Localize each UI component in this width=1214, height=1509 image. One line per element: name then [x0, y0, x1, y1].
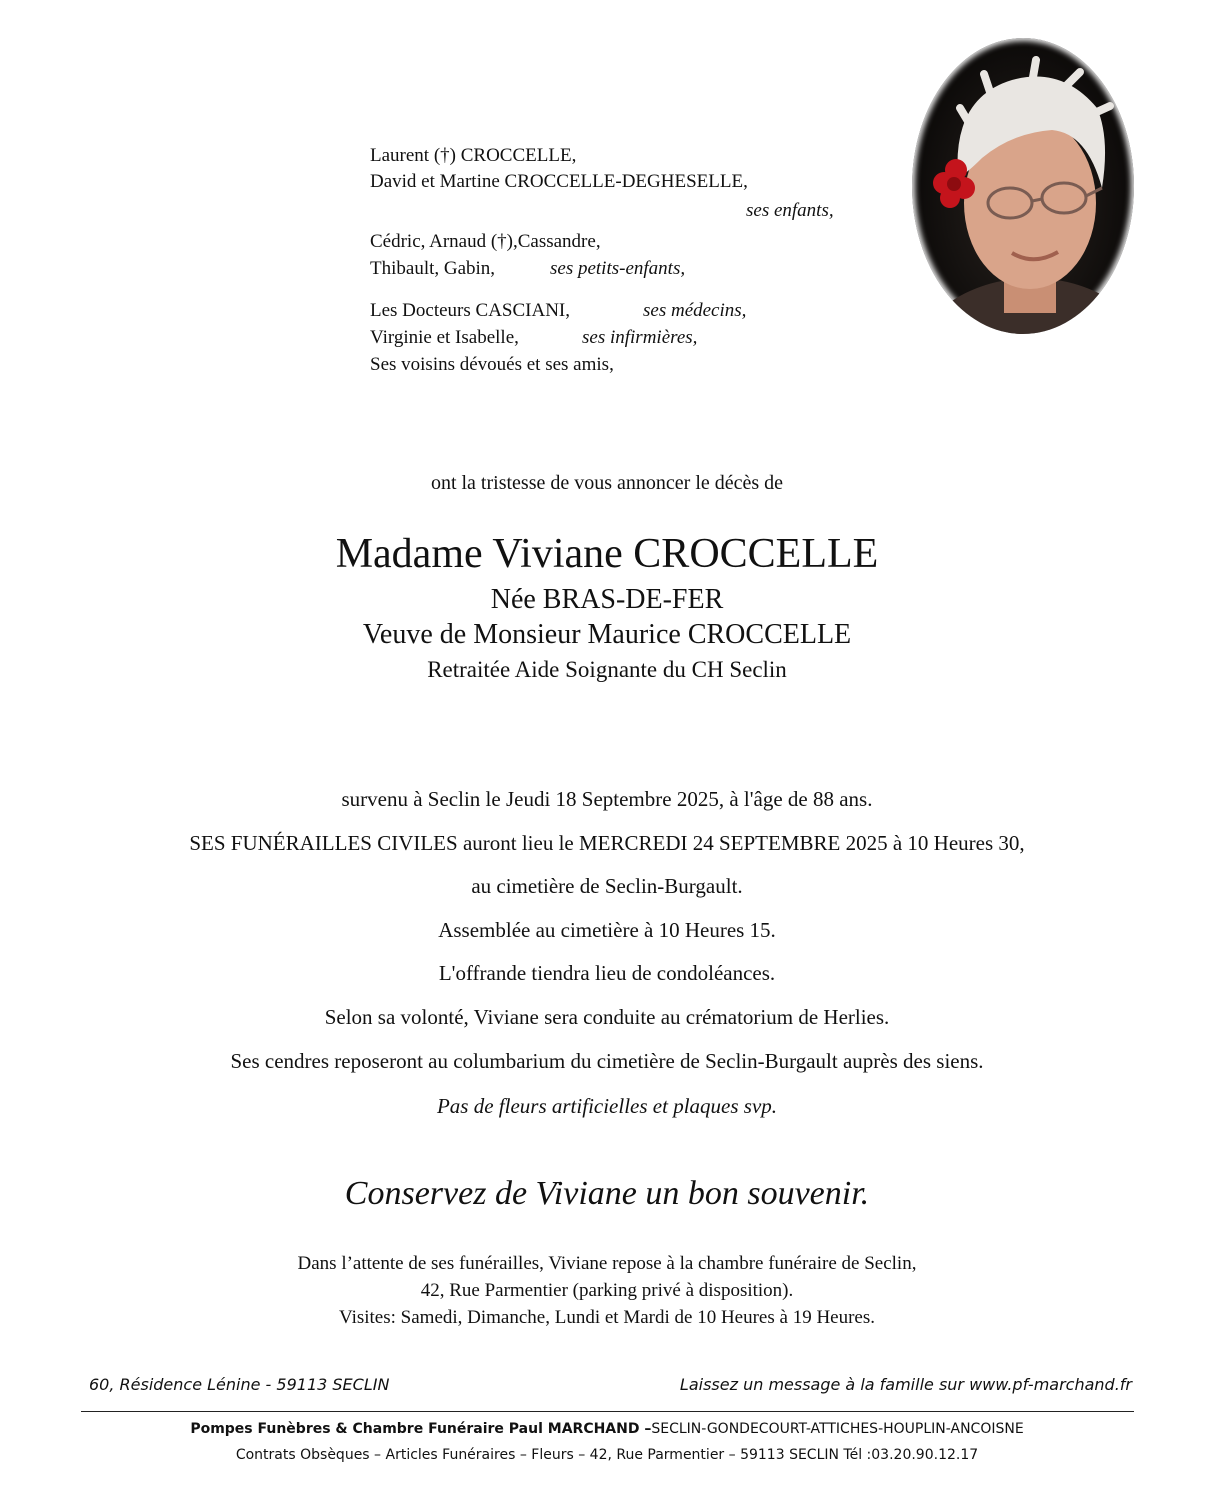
company-towns: SECLIN-GONDECOURT-ATTICHES-HOUPLIN-ANCOISNE — [651, 1421, 1024, 1437]
family-line-4: Thibault, Gabin, — [370, 258, 496, 279]
visitation-line: Visites: Samedi, Dimanche, Lundi et Mardi de 10 Heures à 19 Heures. — [339, 1307, 875, 1328]
detail-line: SES FUNÉRAILLES CIVILES auront lieu le MERCREDI 24 SEPTEMBRE 2025 à 10 Heures 30, — [189, 831, 1025, 855]
family-line-1: Laurent (†) CROCCELLE, — [370, 145, 577, 166]
occupation: Retraitée Aide Soignante du CH Seclin — [427, 657, 787, 682]
detail-line: au cimetière de Seclin-Burgault. — [471, 874, 743, 898]
detail-line: L'offrande tiendra lieu de condoléances. — [438, 961, 776, 985]
footer-divider — [81, 1411, 1134, 1412]
company-name: Pompes Funèbres & Chambre Funéraire Paul MARCHAND – — [190, 1421, 652, 1437]
visitation-line: 42, Rue Parmentier (parking privé à disposition). — [420, 1280, 794, 1301]
detail-line: survenu à Seclin le Jeudi 18 Septembre 2025, à l'âge de 88 ans. — [341, 787, 873, 811]
announcement-text: ont la tristesse de vous annoncer le décès de — [430, 472, 784, 494]
maiden-name: Née BRAS-DE-FER — [490, 584, 724, 615]
family-line-2: David et Martine CROCCELLE-DEGHESELLE, — [370, 171, 748, 192]
deceased-name: Madame Viviane CROCCELLE — [335, 531, 879, 577]
family-role-nurses: ses infirmières, — [582, 327, 698, 348]
detail-line: Selon sa volonté, Viviane sera conduite au crématorium de Herlies. — [324, 1005, 890, 1029]
family-role-grandchildren: ses petits-enfants, — [550, 258, 686, 279]
family-line-7: Ses voisins dévoués et ses amis, — [370, 354, 614, 375]
family-address: 60, Résidence Lénine - 59113 SECLIN — [89, 1375, 390, 1394]
portrait-photo — [912, 38, 1134, 334]
contracts-line: Contrats Obsèques – Articles Funéraires – Fleurs – 42, Rue Parmentier – 59113 SECLIN Tél :03.20.90.12.17 — [235, 1447, 979, 1463]
family-line-6: Virginie et Isabelle, — [370, 327, 519, 348]
detail-line: Ses cendres reposeront au columbarium du cimetière de Seclin-Burgault auprès des siens. — [230, 1049, 984, 1073]
souvenir-line: Conservez de Viviane un bon souvenir. — [344, 1175, 870, 1212]
family-role-children: ses enfants, — [746, 200, 834, 221]
widow-of: Veuve de Monsieur Maurice CROCCELLE — [362, 619, 852, 650]
visitation-line: Dans l’attente de ses funérailles, Viviane repose à la chambre funéraire de Seclin, — [297, 1253, 917, 1274]
no-flowers-note: Pas de fleurs artificielles et plaques svp. — [436, 1094, 778, 1118]
family-line-5: Les Docteurs CASCIANI, — [370, 300, 571, 321]
detail-line: Assemblée au cimetière à 10 Heures 15. — [438, 918, 776, 942]
website-message: Laissez un message à la famille sur www.pf-marchand.fr — [679, 1375, 1132, 1394]
company-line — [0, 1421, 1214, 1437]
family-line-3: Cédric, Arnaud (†),Cassandre, — [370, 231, 601, 252]
portrait-illustration — [912, 38, 1134, 334]
family-role-doctors: ses médecins, — [643, 300, 747, 321]
